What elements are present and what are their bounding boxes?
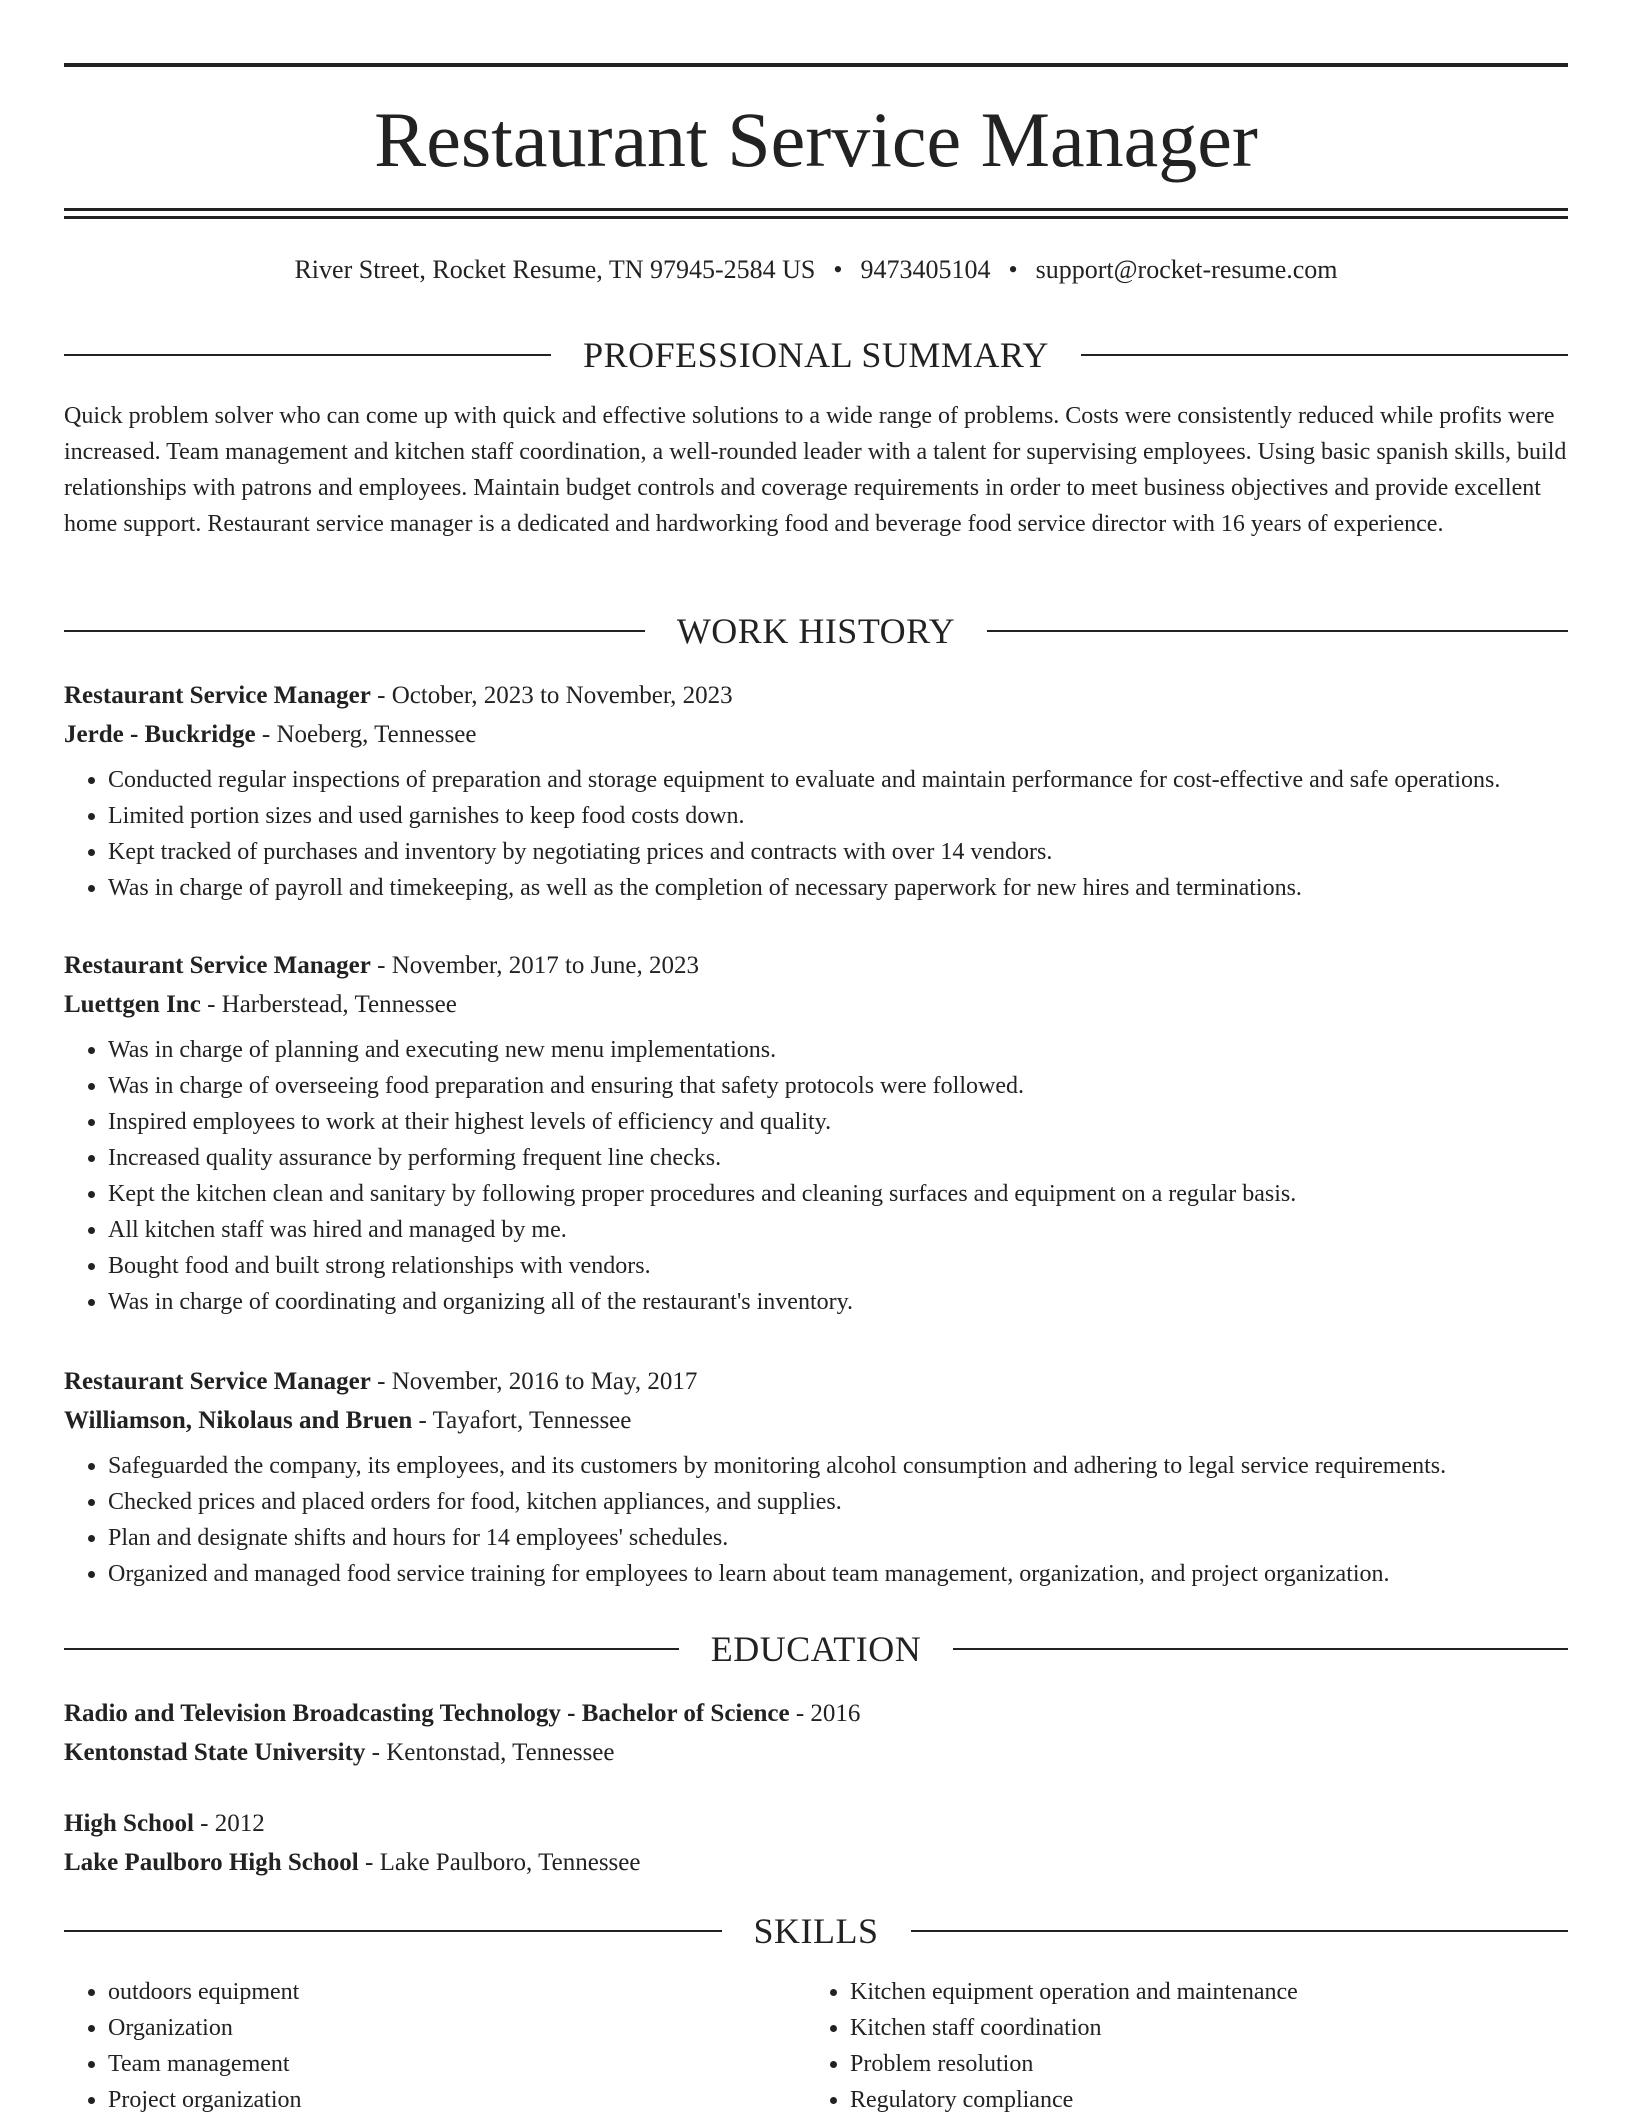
heading-rule: [64, 1930, 722, 1932]
list-item: • Inspired employees to work at their highest levels of efficiency and quality.: [108, 1104, 1568, 1140]
skill-item: • Organization: [108, 2010, 764, 2046]
list-item: • Plan and designate shifts and hours for 14 employees' schedules.: [108, 1520, 1568, 1556]
skills-column-right: [806, 1974, 1566, 2112]
skill-item: • Problem resolution: [850, 2046, 1566, 2082]
section-title: WORK HISTORY: [676, 611, 956, 651]
skill-item: • Regulatory compliance: [850, 2082, 1566, 2112]
job-dates: - November, 2017 to June, 2023: [370, 952, 699, 979]
contact-line: [0, 253, 1632, 287]
list-item: • Increased quality assurance by performing frequent line checks.: [108, 1140, 1568, 1176]
skills-column-left: [64, 1974, 764, 2112]
job-entry: [64, 1362, 1568, 1592]
degree: High School: [64, 1810, 194, 1837]
section-title: SKILLS: [753, 1911, 879, 1951]
job-bullets: [64, 1448, 1568, 1592]
section-heading-education: [64, 1627, 1568, 1671]
list-item: • Was in charge of coordinating and organizing all of the restaurant's inventory.: [108, 1284, 1568, 1320]
job-location: - Tayafort, Tennessee: [412, 1407, 632, 1434]
list-item: • Was in charge of payroll and timekeeping, as well as the completion of necessary paperwork for new hires and terminations.: [108, 870, 1568, 906]
job-entry: [64, 676, 1568, 906]
skills-list: [806, 1974, 1566, 2112]
job-bullets: [64, 1032, 1568, 1320]
job-dates: - November, 2016 to May, 2017: [370, 1368, 698, 1395]
list-item: • Limited portion sizes and used garnishes to keep food costs down.: [108, 798, 1568, 834]
job-company: Jerde - Buckridge: [64, 721, 256, 748]
skill-item: • Kitchen equipment operation and maintenance: [850, 1974, 1566, 2010]
job-dates: - October, 2023 to November, 2023: [370, 682, 733, 709]
job-location: - Noeberg, Tennessee: [255, 721, 477, 748]
skill-item: • Project organization: [108, 2082, 764, 2112]
section-heading-work-history: [64, 609, 1568, 653]
education-entry: [64, 1694, 1568, 1772]
top-rule: [64, 63, 1568, 67]
heading-rule: [64, 1648, 679, 1650]
summary-text: Quick problem solver who can come up with quick and effective solutions to a wide range of problems. Costs were consistently reduced while profits were increased. Team management and kitchen staff coordination, a well-rounded leader with a talent for supervising employees. Using basic spanish skills, build relationships with patrons and employees. Maintain budget controls and coverage requirements in order to meet business objectives and provide excellent home support. Restaurant service manager is a dedicated and hardworking food and beverage food service director with 16 years of experience.: [64, 403, 1567, 537]
list-item: • Safeguarded the company, its employees, and its customers by monitoring alcohol consumption and adhering to legal service requirements.: [108, 1448, 1568, 1484]
job-title: Restaurant Service Manager: [64, 1368, 371, 1395]
heading-rule: [953, 1648, 1568, 1650]
skill-item: • Kitchen staff coordination: [850, 2010, 1566, 2046]
list-item: • Organized and managed food service training for employees to learn about team management, organization, and project organization.: [108, 1556, 1568, 1592]
skill-item: • outdoors equipment: [108, 1974, 764, 2010]
section-title: EDUCATION: [710, 1629, 922, 1669]
heading-rule: [987, 630, 1568, 632]
header-rule-lower: [64, 216, 1568, 219]
heading-rule: [64, 630, 645, 632]
contact-email: support@rocket-resume.com: [1035, 255, 1338, 284]
job-bullets: [64, 762, 1568, 906]
header-rule-upper: [64, 208, 1568, 211]
contact-address: River Street, Rocket Resume, TN 97945-2584 US: [294, 255, 816, 284]
school-name: Kentonstad State University: [64, 1739, 366, 1766]
list-item: • Conducted regular inspections of preparation and storage equipment to evaluate and maintain performance for cost-effective and safe operations.: [108, 762, 1568, 798]
graduation-year: - 2016: [789, 1700, 861, 1727]
section-heading-summary: [64, 333, 1568, 377]
skills-list: [64, 1974, 764, 2112]
school-name: Lake Paulboro High School: [64, 1849, 359, 1876]
list-item: • Checked prices and placed orders for food, kitchen appliances, and supplies.: [108, 1484, 1568, 1520]
education-entry: [64, 1804, 1568, 1882]
section-heading-skills: [64, 1909, 1568, 1953]
list-item: • Kept tracked of purchases and inventory by negotiating prices and contracts with over 14 vendors.: [108, 834, 1568, 870]
list-item: • Was in charge of overseeing food preparation and ensuring that safety protocols were followed.: [108, 1068, 1568, 1104]
heading-rule: [1081, 354, 1568, 356]
school-location: - Kentonstad, Tennessee: [365, 1739, 615, 1766]
contact-phone: 9473405104: [860, 255, 991, 284]
job-title: Restaurant Service Manager: [64, 682, 371, 709]
heading-rule: [64, 354, 551, 356]
job-company: Luettgen Inc: [64, 991, 201, 1018]
job-location: - Harberstead, Tennessee: [200, 991, 457, 1018]
contact-separator: •: [1008, 255, 1018, 284]
list-item: • Kept the kitchen clean and sanitary by following proper procedures and cleaning surfaces and equipment on a regular basis.: [108, 1176, 1568, 1212]
job-title: Restaurant Service Manager: [64, 952, 371, 979]
list-item: • Was in charge of planning and executing new menu implementations.: [108, 1032, 1568, 1068]
job-entry: [64, 946, 1568, 1320]
degree: Radio and Television Broadcasting Technology - Bachelor of Science: [64, 1700, 790, 1727]
skill-item: • Team management: [108, 2046, 764, 2082]
heading-rule: [911, 1930, 1569, 1932]
list-item: • All kitchen staff was hired and managed by me.: [108, 1212, 1568, 1248]
section-title: PROFESSIONAL SUMMARY: [583, 335, 1049, 375]
contact-separator: •: [833, 255, 843, 284]
job-company: Williamson, Nikolaus and Bruen: [64, 1407, 413, 1434]
page-title: Restaurant Service Manager: [374, 96, 1258, 183]
list-item: • Bought food and built strong relationships with vendors.: [108, 1248, 1568, 1284]
school-location: - Lake Paulboro, Tennessee: [358, 1849, 641, 1876]
graduation-year: - 2012: [193, 1810, 265, 1837]
